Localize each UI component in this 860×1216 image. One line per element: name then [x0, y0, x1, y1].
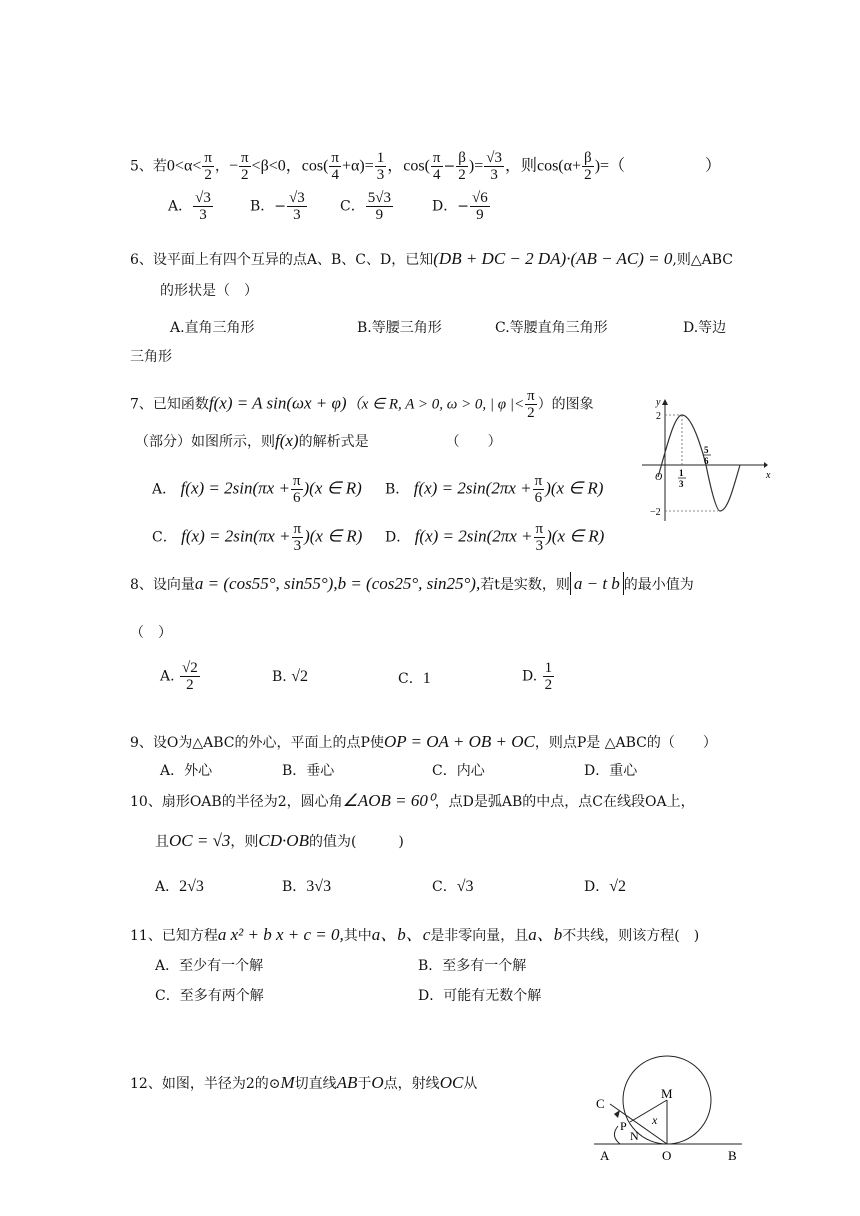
- q5-frac-num: √3: [486, 150, 502, 166]
- q10-line2e: 的值为( ): [308, 834, 404, 850]
- option-value: 2√3: [179, 878, 204, 895]
- q7-sine-graph: [630, 395, 770, 525]
- q11-mid2: 是非零向量，且: [430, 928, 529, 944]
- q12-mid3: 点，射线: [383, 1076, 440, 1092]
- q10-stem-line: [130, 792, 695, 809]
- q9-option-a[interactable]: A．外心: [160, 763, 213, 779]
- q12-stem-line: [130, 1074, 477, 1091]
- q12-mid: 切直线: [294, 1076, 337, 1092]
- q9-tail: ，则点P是 △ABC的（ ）: [534, 735, 717, 751]
- option-value: √3: [456, 878, 474, 895]
- q5-cos2b: )=: [468, 157, 484, 175]
- q8-vector-a: a = (cos55°, sin55°),: [194, 574, 338, 593]
- q10-angle: ∠AOB = 60⁰: [342, 791, 435, 810]
- q5-frac-1-3: [375, 150, 387, 183]
- option-label: A．: [168, 198, 193, 215]
- q12-m: M: [280, 1073, 295, 1092]
- x-label: x: [766, 470, 771, 481]
- q8-option-d[interactable]: [522, 660, 555, 693]
- q10-line2c: ，则: [230, 834, 259, 850]
- frac-num: π: [534, 473, 543, 489]
- q7-line2b: f(x): [275, 431, 299, 450]
- q11-option-c[interactable]: C．至多有两个解: [155, 988, 264, 1004]
- option-label: D．: [432, 198, 458, 215]
- q9-option-b[interactable]: B．垂心: [282, 763, 335, 779]
- option-label: A.: [160, 668, 175, 685]
- frac-den: 2: [527, 405, 535, 421]
- label-x: x: [652, 1113, 658, 1127]
- y-axis-arrow: [662, 399, 668, 405]
- q5-frac-den: 2: [584, 167, 592, 183]
- q10-option-a[interactable]: [155, 876, 204, 896]
- q10-line2a: 且: [155, 834, 169, 850]
- q9-option-d[interactable]: D．重心: [584, 763, 638, 779]
- q9-stem: 9、设O为△ABC的外心，平面上的点P使: [130, 735, 384, 751]
- frac-den: 9: [375, 207, 384, 223]
- q6-stem-line: [130, 250, 733, 267]
- q7-option-c[interactable]: [152, 521, 362, 554]
- frac-den: 3: [293, 207, 301, 223]
- q5-frac-pi-2: [202, 150, 214, 183]
- q11-stem-line: [130, 926, 699, 943]
- frac-num: π: [527, 388, 535, 404]
- q11-option-a[interactable]: A．至少有一个解: [155, 958, 264, 974]
- option-frac: [470, 190, 490, 223]
- q8-stem-line: [130, 575, 694, 592]
- frac-num: √3: [289, 190, 305, 206]
- option-expr-b: )(x ∈ R): [545, 478, 604, 498]
- q9-option-c[interactable]: C．内心: [432, 763, 485, 779]
- option-sign: −: [457, 198, 469, 215]
- q6-option-d[interactable]: D.等边: [683, 320, 727, 336]
- q5-stem-line: 5、若0<α< $\frac{\pi}{2}$ ，− $\frac{\pi}{2}$ <β<0，cos( $\frac{\pi}{4}$ +α)= $\frac{1}{3}$ ，cos( $\frac{\pi}{4}$ − $\frac{\beta}{2}$ )= $\frac{√3}{3}$ ，则cos(α+ $\frac{\beta}{2}$ )=（ ）: [130, 150, 722, 183]
- q5-frac-num: π: [331, 150, 339, 166]
- q5-askb: )=（ ）: [594, 157, 722, 175]
- option-label: B．: [250, 198, 275, 215]
- q7-frac-pi-2: [525, 388, 537, 421]
- q7-tail: ）的图象: [537, 396, 594, 413]
- q5-frac-den: 3: [490, 167, 498, 183]
- option-frac: [543, 660, 555, 693]
- option-expr-b: )(x ∈ R): [546, 526, 605, 546]
- q7-line2: [135, 432, 502, 449]
- q5-frac-den: 2: [204, 167, 212, 183]
- q5-frac-den: 4: [331, 167, 339, 183]
- option-label: B．: [282, 879, 307, 895]
- q8-option-a[interactable]: [160, 660, 201, 693]
- option-value: √2: [291, 668, 308, 685]
- q12-mid2: 于: [357, 1076, 372, 1092]
- q5-frac-beta-2: [456, 150, 468, 183]
- option-label: D．: [385, 529, 411, 546]
- q5-cos2: ，cos(: [387, 157, 430, 175]
- option-frac: [180, 660, 200, 693]
- frac-den: 3: [293, 538, 302, 554]
- option-expr-b: )(x ∈ R): [304, 526, 363, 546]
- q10-oc: OC = √3: [169, 831, 231, 850]
- q10-tail: ，点D是弧AB的中点，点C在线段OA上，: [434, 794, 695, 810]
- label-c: C: [596, 1096, 605, 1111]
- q5-cond2: −: [228, 157, 238, 175]
- q8-line2: （ ）: [130, 625, 172, 641]
- q5-frac-den: 4: [432, 167, 441, 183]
- option-expr-a: f(x) = 2sin(πx +: [181, 526, 291, 546]
- q5-frac-den: 2: [241, 167, 249, 183]
- frac-num: 5√3: [367, 190, 391, 206]
- q5-frac-num: 1: [376, 150, 385, 166]
- frac-num: π: [535, 521, 544, 537]
- q5-option-c[interactable]: [340, 190, 394, 223]
- option-frac: [287, 190, 307, 223]
- option-label: C．: [152, 529, 177, 546]
- frac-num: √6: [471, 190, 488, 206]
- option-label: C．: [398, 671, 423, 687]
- q5-option-a[interactable]: [168, 190, 214, 223]
- q8-mid: 若t是实数，则: [480, 577, 570, 593]
- q5-frac-num: π: [240, 150, 249, 166]
- option-frac: [366, 190, 393, 223]
- q10-option-c[interactable]: [432, 876, 474, 896]
- frac-den: 2: [186, 677, 194, 693]
- option-frac: [291, 473, 303, 506]
- frac-den: 3: [199, 207, 207, 223]
- q5-ask: ，则cos(α+: [504, 157, 582, 175]
- frac-num: √3: [195, 190, 211, 206]
- option-value: 1: [422, 670, 431, 687]
- option-label: D.: [522, 668, 538, 685]
- q11-mid: 其中: [343, 928, 372, 944]
- frac-num: √2: [182, 660, 198, 676]
- q12-stem: 12、如图，半径为2的⊙: [130, 1076, 281, 1092]
- q5-frac-pi-4b: [431, 150, 443, 183]
- frac-num: π: [292, 473, 301, 489]
- q6-stem: 6、设平面上有四个互异的点A、B、C、D，已知: [130, 252, 434, 268]
- label-m: M: [661, 1086, 673, 1101]
- q7-option-b[interactable]: [385, 473, 603, 506]
- q7-stem: 7、已知函数: [130, 396, 209, 413]
- q11-equation: a x² + b x + c = 0,: [217, 925, 344, 944]
- option-sign: −: [274, 198, 287, 215]
- q6-option-b[interactable]: B.等腰三角形: [357, 320, 442, 336]
- q11-option-d[interactable]: D．可能有无数个解: [418, 988, 542, 1004]
- q6-tail: ,则△ABC: [672, 252, 733, 268]
- option-frac: [534, 521, 546, 554]
- q6-vector-expr: (DB + DC − 2 DA)·(AB − AC) = 0: [433, 249, 673, 268]
- option-label: D．: [584, 879, 610, 895]
- q11-option-b[interactable]: B．至多有一个解: [418, 958, 527, 974]
- q6-option-d-wrap: 三角形: [130, 349, 172, 365]
- q8-option-b[interactable]: [272, 668, 308, 686]
- q5-cond1: 0<α<: [166, 157, 202, 175]
- y-label: y: [656, 397, 661, 408]
- q8-tail: 的最小值为: [623, 577, 694, 593]
- option-label: A．: [152, 481, 177, 498]
- frac-den: 6: [534, 490, 543, 506]
- q7-func: f(x) = A sin(ωx + φ): [208, 393, 347, 413]
- segment-mn: [630, 1100, 667, 1122]
- frac-den: 3: [535, 538, 544, 554]
- option-expr-b: )(x ∈ R): [303, 478, 362, 498]
- q8-abs-expr: a − t b: [570, 572, 624, 595]
- q5-option-b[interactable]: [250, 190, 308, 223]
- q10-stem: 10、扇形OAB的半径为2，圆心角: [130, 794, 343, 810]
- q5-stem: 5、若: [130, 158, 167, 175]
- option-label: B．: [385, 481, 410, 498]
- frac-num: 1: [544, 660, 553, 676]
- option-frac: [292, 521, 304, 554]
- ray-arrow: [614, 1110, 620, 1118]
- q7-option-d[interactable]: [385, 521, 604, 554]
- q7-stem-line: [130, 388, 594, 421]
- q11-stem: 11、已知方程: [130, 928, 218, 944]
- y-tick-neg2: −2: [650, 507, 661, 518]
- label-p: P: [620, 1119, 627, 1133]
- q10-option-b[interactable]: [282, 876, 331, 896]
- q5-frac-num: β: [458, 150, 466, 166]
- frac-den: 6: [292, 490, 301, 506]
- y-tick-2: 2: [656, 411, 661, 422]
- q11-tail: 不共线，则该方程( ): [562, 928, 700, 944]
- q10-option-d[interactable]: [584, 876, 626, 896]
- q5-cos1: cos(: [301, 157, 329, 175]
- x-tick-5-6-num: 5: [704, 445, 709, 455]
- frac-num: π: [293, 521, 302, 537]
- q12-ab: AB: [336, 1073, 358, 1092]
- q12-tail: 从: [463, 1076, 478, 1092]
- x-tick-1-3-den: 3: [679, 479, 684, 489]
- q9-vector-expr: OP = OA + OB + OC: [383, 732, 535, 751]
- q5-frac-num: β: [584, 150, 592, 166]
- q11-ab: a、b: [528, 925, 563, 944]
- label-n: N: [630, 1129, 639, 1143]
- sine-curve: [658, 415, 740, 511]
- option-label: C．: [432, 879, 457, 895]
- q6-line2: 的形状是（ ）: [160, 283, 258, 299]
- label-o: O: [662, 1148, 672, 1163]
- q7-cond: （x ∈ R, A > 0, ω > 0, | φ |<: [346, 396, 525, 413]
- option-value: √2: [609, 878, 627, 895]
- q10-line2: [155, 832, 404, 849]
- label-a: A: [600, 1148, 610, 1163]
- q6-option-a[interactable]: A.直角三角形: [170, 320, 255, 336]
- frac-den: 2: [544, 677, 553, 693]
- q5-frac-num: π: [432, 150, 441, 166]
- option-label: C．: [340, 198, 365, 215]
- option-frac: [533, 473, 545, 506]
- origin-label: O: [655, 472, 663, 483]
- q5-frac-den: 2: [458, 167, 466, 183]
- option-expr-a: f(x) = 2sin(2πx +: [413, 478, 532, 498]
- x-axis-arrow: [764, 462, 768, 468]
- q7-line2a: （部分）如图所示，则: [135, 434, 275, 450]
- q5-cond2b: <β<0，: [251, 157, 302, 175]
- option-expr-a: f(x) = 2sin(2πx +: [414, 526, 533, 546]
- q7-line2c: 的解析式是 （ ）: [298, 434, 502, 450]
- q11-vectors: a、b、c: [371, 925, 431, 944]
- q5-frac-beta-2b: [582, 150, 594, 183]
- x-tick-1-3-num: 1: [679, 468, 684, 478]
- option-expr-a: f(x) = 2sin(πx +: [180, 478, 290, 498]
- q8-vector-b: b = (cos25°, sin25°),: [337, 574, 481, 593]
- option-label: B.: [272, 669, 287, 685]
- option-frac: [193, 190, 213, 223]
- q5-cos1b: +α)=: [341, 157, 374, 175]
- q5-frac-pi-4: [329, 150, 341, 183]
- q12-o: O: [371, 1073, 384, 1092]
- frac-den: 9: [476, 207, 484, 223]
- q7-option-a[interactable]: [152, 473, 362, 506]
- x-tick-5-6-den: 6: [704, 456, 709, 466]
- option-label: A．: [155, 879, 180, 895]
- q6-option-c[interactable]: C.等腰直角三角形: [495, 320, 608, 336]
- q5-frac-pi-2b: [239, 150, 251, 183]
- option-value: 3√3: [306, 878, 332, 895]
- q5-frac-sqrt3-3: [484, 150, 504, 183]
- q5-frac-den: 3: [376, 167, 385, 183]
- q10-dot-product: CD·OB: [258, 831, 309, 850]
- q5-option-d[interactable]: [432, 190, 491, 223]
- q12-oc: OC: [439, 1073, 464, 1092]
- q5-frac-num: π: [204, 150, 212, 166]
- q8-stem: 8、设向量: [130, 577, 195, 593]
- q8-option-c[interactable]: [398, 668, 431, 688]
- q12-circle-figure: [590, 1060, 750, 1164]
- q9-stem-line: [130, 733, 717, 750]
- label-b: B: [728, 1148, 737, 1163]
